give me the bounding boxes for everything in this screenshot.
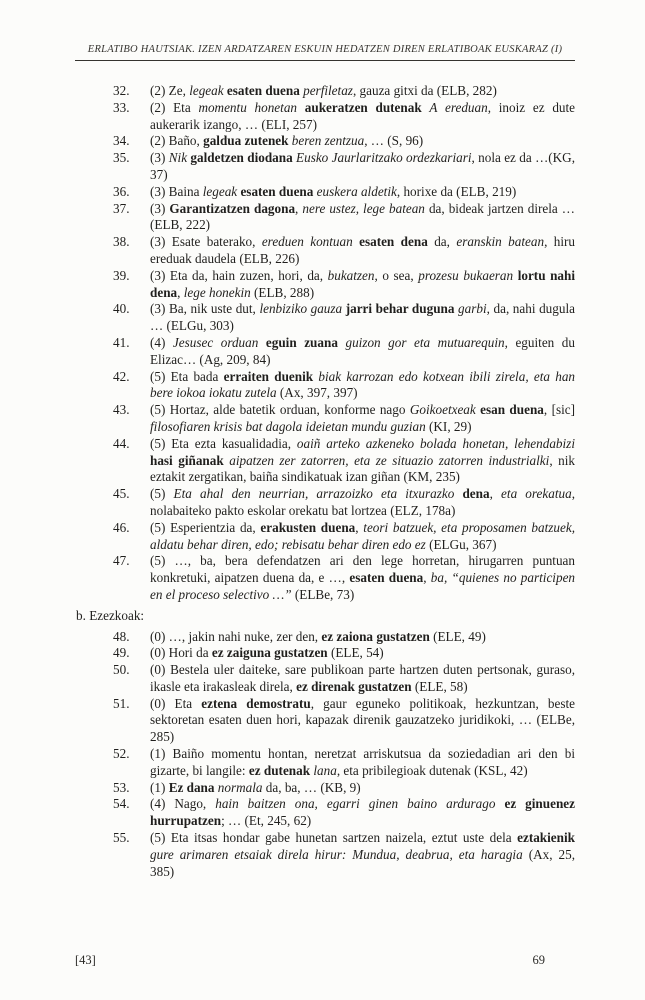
item-number: 55.: [113, 830, 130, 846]
text-segment: A ereduan: [429, 99, 488, 115]
text-segment: nere ustez, lege batean: [302, 200, 429, 216]
text-segment: jarri behar duguna: [345, 301, 459, 317]
text-segment: (ELGu, 367): [429, 536, 497, 552]
example-list-section-b: [75, 629, 575, 881]
list-item: [75, 520, 575, 554]
section-b-heading: b. Ezezkoak:: [76, 607, 145, 623]
text-segment: (3) Eta da, hain zuzen, hori, da,: [150, 267, 328, 283]
text-segment: (5) Eta bada: [150, 368, 224, 384]
text-segment: ,: [295, 200, 303, 216]
text-segment: ,: [489, 486, 502, 502]
item-text: [150, 100, 575, 134]
item-text: [150, 301, 575, 335]
text-segment: , inoiz ez dute aukerarik izango, … (ELI, 257): [150, 99, 576, 132]
text-segment: Ez dana: [168, 779, 218, 795]
item-text: [150, 335, 575, 369]
text-segment: (0) Hori da: [150, 645, 212, 661]
text-segment: ba, “quienes no participen en el proceso selectivo …”: [150, 570, 576, 602]
list-item: [75, 662, 575, 696]
text-segment: (5) Esperientzia da,: [150, 519, 261, 535]
list-item: [75, 830, 575, 880]
item-text: [150, 520, 575, 554]
text-segment: aukeratzen dutenak: [304, 99, 430, 115]
text-segment: (5) Eta itsas hondar gabe hunetan sartzen naizela, eztut uste dela: [150, 830, 518, 846]
text-segment: (ELE, 58): [414, 678, 468, 694]
text-segment: (3) Esate baterako,: [150, 234, 262, 250]
text-segment: esaten dena: [359, 234, 435, 250]
text-segment: momentu honetan: [198, 99, 305, 115]
footer-bracket-number: [43]: [75, 953, 96, 967]
text-segment: (3) Ba, nik uste dut,: [150, 301, 260, 317]
text-segment: erakusten duena: [260, 519, 356, 535]
text-segment: (4) Nago,: [150, 796, 216, 812]
item-number: 47.: [113, 553, 130, 569]
text-segment: Eta ahal den neurrian, arrazoizko eta itxurazko: [173, 486, 463, 502]
text-segment: esaten duena: [240, 183, 317, 199]
text-segment: (5) …, ba, bera defendatzen ari den lege horretan, hirugarren puntuan konkretuki, aipatzen duena da, e …,: [150, 553, 575, 586]
text-segment: prozesu bukaeran: [418, 267, 518, 283]
text-segment: (2) Baño,: [150, 133, 204, 149]
text-segment: Eusko Jaurlaritzako ordezkariari: [296, 150, 472, 166]
item-text: [150, 268, 575, 302]
item-text: [150, 780, 575, 797]
running-header: [75, 44, 575, 60]
item-number: 51.: [113, 695, 130, 711]
item-text: [150, 436, 575, 486]
text-segment: da,: [434, 234, 457, 250]
text-segment: (KI, 29): [429, 418, 472, 434]
text-segment: (2) Ze,: [150, 83, 190, 98]
item-number: 49.: [113, 645, 130, 661]
text-segment: , horixe da (ELB, 219): [396, 183, 517, 199]
item-number: 52.: [113, 746, 130, 762]
text-segment: bukatzen: [327, 267, 375, 283]
text-segment: ez zaiona gustatzen: [321, 628, 434, 644]
list-item: [75, 553, 575, 603]
text-segment: , nik eztakit zergatikan, baiña sindikatuak izan giñan (KM, 235): [150, 452, 575, 485]
text-segment: , da, nahi dugula … (ELGu, 303): [150, 301, 575, 334]
text-segment: , hiru ereduak daudela (ELB, 226): [150, 234, 576, 266]
text-segment: , [sic]: [543, 402, 575, 418]
text-segment: legeak: [202, 183, 241, 199]
text-segment: ez ginuenez hurrupatzen: [150, 796, 575, 829]
list-item: [75, 83, 575, 100]
running-header-title: ERLATIBO HAUTSIAK. IZEN ARDATZAREN ESKUIN HEDATZEN DIREN ERLATIBOAK EUSKARAZ (I): [87, 44, 563, 55]
text-segment: eta orekatua: [501, 486, 572, 502]
list-item: [75, 184, 575, 201]
item-number: 54.: [113, 796, 130, 812]
text-segment: (5) Hortaz, alde batetik orduan, konforme nago: [150, 402, 410, 418]
item-number: 37.: [113, 200, 130, 216]
list-item: [75, 486, 575, 520]
item-number: 32.: [113, 83, 130, 98]
item-text: [150, 645, 575, 662]
text-segment: (0) …, jakin nahi nuke, zer den,: [150, 628, 322, 644]
item-number: 35.: [113, 150, 130, 166]
text-segment: (3) Baina: [150, 183, 203, 199]
item-number: 39.: [113, 267, 130, 283]
text-segment: ,: [423, 570, 431, 586]
item-number: 42.: [113, 368, 130, 384]
text-segment: normala: [217, 779, 266, 795]
list-item: [75, 268, 575, 302]
item-text: [150, 696, 575, 746]
text-segment: lege honekin: [183, 284, 255, 300]
item-text: [150, 662, 575, 696]
text-segment: Goikoetxeak: [409, 402, 481, 418]
text-segment: ez direnak gustatzen: [296, 678, 415, 694]
text-segment: guizon gor eta mutuarequin: [345, 334, 505, 350]
text-segment: (5) Eta ezta kasualidadia,: [150, 435, 297, 451]
item-text: [150, 150, 575, 184]
list-item: [75, 234, 575, 268]
text-segment: (3): [150, 200, 170, 216]
item-text: [150, 234, 575, 268]
item-text: [150, 746, 575, 780]
text-segment: , nola ez da …(KG, 37): [150, 150, 575, 182]
item-number: 43.: [113, 402, 130, 418]
item-number: 44.: [113, 435, 130, 451]
text-segment: , nolabaiteko pakto eskolar orekatu bat lortzea (ELZ, 178a): [150, 486, 575, 518]
text-segment: (1): [150, 779, 169, 795]
text-segment: hasi giñanak: [150, 452, 230, 468]
list-item: [75, 796, 575, 830]
list-item: [75, 201, 575, 235]
list-item: [75, 301, 575, 335]
text-segment: (Ax, 25, 385): [150, 846, 575, 879]
item-text: [150, 369, 575, 403]
text-segment: (ELE, 54): [330, 645, 384, 661]
text-segment: galdua zutenek: [203, 133, 292, 149]
text-segment: , gauza gitxi da (ELB, 282): [352, 83, 497, 98]
text-segment: biak karrozan edo kotxean ibili zirela, eta han bere iokoa iokatu zutela: [150, 368, 576, 401]
list-item: [75, 780, 575, 797]
text-segment: esaten duena: [226, 83, 304, 98]
text-segment: , o sea,: [374, 267, 419, 283]
list-item: [75, 133, 575, 150]
text-segment: eguin zuana: [265, 334, 346, 350]
text-segment: aipatzen zer zatorren, eta ze situazio zatorren industrialki: [229, 452, 550, 468]
text-segment: ; … (Et, 245, 62): [221, 813, 312, 829]
list-item: [75, 335, 575, 369]
footer-page-number: 69: [532, 953, 545, 967]
list-item: [75, 100, 575, 134]
list-item: [75, 369, 575, 403]
text-segment: (4): [150, 334, 173, 350]
text-segment: beren zentzua: [291, 133, 365, 149]
text-segment: da, ba, … (KB, 9): [265, 779, 361, 795]
head-rule: [75, 60, 575, 61]
list-item: [75, 436, 575, 486]
text-segment: da, bideak jartzen direla … (ELB, 222): [150, 200, 575, 233]
item-text: [150, 486, 575, 520]
text-segment: ereduen kontuan: [261, 234, 360, 250]
text-segment: esaten duena: [349, 570, 424, 586]
text-segment: dena: [462, 486, 490, 502]
text-segment: oaiñ arteko azkeneko bolada honetan, lehendabizi: [296, 435, 575, 451]
text-segment: (ELBe, 73): [294, 586, 355, 602]
text-segment: (3): [150, 150, 169, 166]
item-number: 41.: [113, 334, 130, 350]
item-number: 40.: [113, 301, 130, 317]
text-segment: (2) Eta: [150, 99, 199, 115]
text-segment: , eguiten du Elizac… (Ag, 209, 84): [150, 334, 575, 367]
text-segment: lana: [313, 762, 337, 778]
text-segment: Nik: [168, 150, 191, 166]
example-list-section-a: [75, 83, 575, 604]
text-segment: perfiletaz: [303, 83, 353, 98]
item-text: [150, 629, 575, 646]
text-segment: garbi: [458, 301, 487, 317]
item-number: 38.: [113, 234, 130, 250]
list-item: [75, 696, 575, 746]
item-text: [150, 796, 575, 830]
text-segment: (5): [150, 486, 174, 502]
text-segment: (0) Bestela uler daiteke, sare publikoan parte hartzen duten pertsonak, guraso, ikasle eta irakasleak direla,: [150, 662, 575, 694]
text-segment: Jesusec orduan: [172, 334, 266, 350]
item-text: [150, 184, 575, 201]
item-text: [150, 83, 575, 100]
text-segment: hain baitzen ona, egarri ginen baino ardurago: [215, 796, 505, 812]
item-number: 45.: [113, 486, 130, 502]
item-text: [150, 133, 575, 150]
text-segment: galdetzen diodana: [190, 150, 297, 166]
item-number: 48.: [113, 628, 130, 644]
text-segment: teori batzuek, eta proposamen batzuek, aldatu behar diren, edo; rebisatu behar diren edo ez: [150, 519, 576, 552]
text-segment: eranskin batean: [456, 234, 545, 250]
text-segment: , eta pribilegioak dutenak (KSL, 42): [336, 762, 528, 778]
item-number: 34.: [113, 133, 130, 149]
text-segment: (1) Baiño momentu hontan, neretzat arriskutsua da soziedadian ari den bi gizarte, bi langile:: [150, 746, 575, 778]
list-item: [75, 150, 575, 184]
text-segment: eztakienik: [517, 830, 575, 846]
text-segment: (0) Eta: [150, 695, 202, 711]
text-segment: ez zaiguna gustatzen: [211, 645, 331, 661]
list-item: [75, 746, 575, 780]
item-number: 36.: [113, 183, 130, 199]
text-segment: gure arimaren etsaiak direla hirur: Mundua, deabrua, eta haragia: [150, 846, 529, 862]
text-segment: eztena demostratu: [201, 695, 311, 711]
text-segment: ,: [177, 284, 184, 300]
text-segment: , … (S, 96): [364, 133, 424, 149]
text-segment: Garantizatzen dagona: [169, 200, 296, 216]
text-segment: (ELB, 288): [254, 284, 315, 300]
item-text: [150, 402, 575, 436]
item-text: [150, 553, 575, 603]
list-item: [75, 645, 575, 662]
text-segment: filosofiaren krisis bat dagola ideietan mundu guzian: [150, 418, 430, 434]
item-number: 50.: [113, 662, 130, 678]
text-segment: lortu nahi dena: [150, 267, 576, 300]
text-segment: (Ax, 397, 397): [279, 385, 358, 401]
text-segment: ez dutenak: [248, 762, 314, 778]
item-number: 33.: [113, 99, 130, 115]
item-number: 46.: [113, 519, 130, 535]
item-text: [150, 201, 575, 235]
text-segment: , gaur eguneko politikoak, hezkuntzan, beste sektoretan esaten duen hori, kapazak direnik gauzatzeko juridikoki, … (ELBe, 285): [150, 695, 576, 745]
text-segment: esan duena: [480, 402, 544, 418]
item-text: [150, 830, 575, 880]
text-segment: lenbiziko gauza: [259, 301, 346, 317]
text-segment: legeak: [189, 83, 227, 98]
item-number: 53.: [113, 779, 130, 795]
list-item: [75, 402, 575, 436]
list-item: [75, 629, 575, 646]
text-segment: euskera aldetik: [316, 183, 397, 199]
text-segment: ,: [355, 519, 364, 535]
text-segment: (ELE, 49): [433, 628, 486, 644]
text-segment: erraiten duenik: [223, 368, 319, 384]
